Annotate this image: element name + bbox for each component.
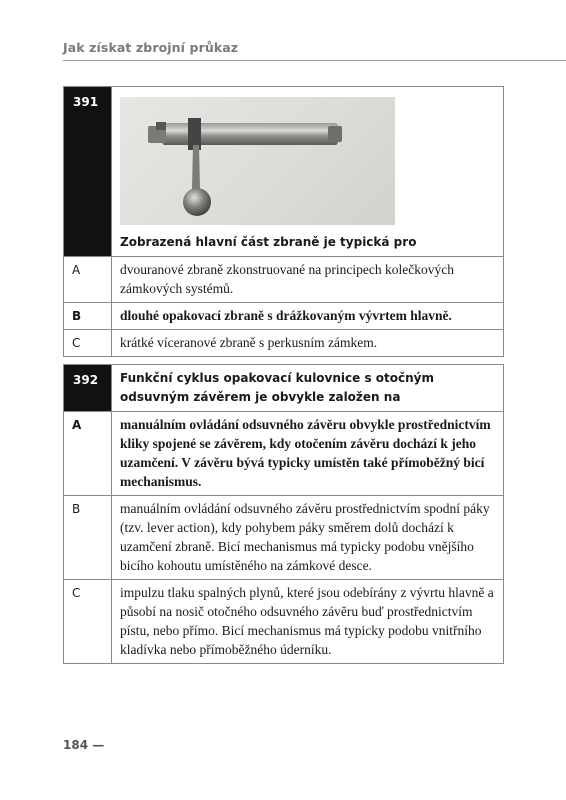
answer-text: impulzu tlaku spalných plynů, které jsou odebírány z vývrtu hlavně a působí na nosič otočného odsuvného závěru buď prostřednictvím pístu, nebo přímo. Bicí mechanismus má typicky podobu vnitřního kladívka nebo přímoběžného úderníku. [112,580,504,664]
answer-row [64,330,504,357]
answer-row [64,496,504,580]
header-divider [63,60,566,61]
answer-letter: C [64,330,112,357]
answer-text: dvouranové zbraně zkonstruované na principech kolečkových zámkových systémů. [112,257,504,303]
answer-text: manuálním ovládání odsuvného závěru obvykle prostřednictvím kliky spojené se závěrem, kdy otočením závěru dochází k jeho uzamčení. V závěru bývá typicky umístěn také přímoběžný bicí mechanismus. [112,412,504,496]
answer-letter: B [64,303,112,330]
answer-row-correct [64,412,504,496]
running-title: Jak získat zbrojní průkaz [63,40,239,55]
question-number: 392 [64,365,112,412]
answer-letter: A [64,257,112,303]
question-392-table [63,364,504,664]
answer-row-correct [64,303,504,330]
question-number: 391 [64,87,112,257]
answer-letter: C [64,580,112,664]
answer-row [64,580,504,664]
answer-letter: A [64,412,112,496]
answer-text: dlouhé opakovací zbraně s drážkovaným vývrtem hlavně. [112,303,504,330]
question-text: Zobrazená hlavní část zbraně je typická pro [120,235,417,249]
page-number: 184 — [63,738,105,752]
answer-row [64,257,504,303]
answer-letter: B [64,496,112,580]
question-body [112,87,504,257]
question-text: Funkční cyklus opakovací kulovnice s otočným odsuvným závěrem je obvykle založen na [112,365,504,412]
answer-text: manuálním ovládání odsuvného závěru prostřednictvím spodní páky (tzv. lever action), kdy pohybem páky směrem dolů dochází k uzamčení zbraně. Bicí mechanismus má typicky podobu vnějšího bicího kohoutu umístěného na zámkové desce. [112,496,504,580]
question-391-table [63,86,504,357]
answer-text: krátké víceranové zbraně s perkusním zámkem. [112,330,504,357]
rifle-bolt-photo [120,97,395,225]
